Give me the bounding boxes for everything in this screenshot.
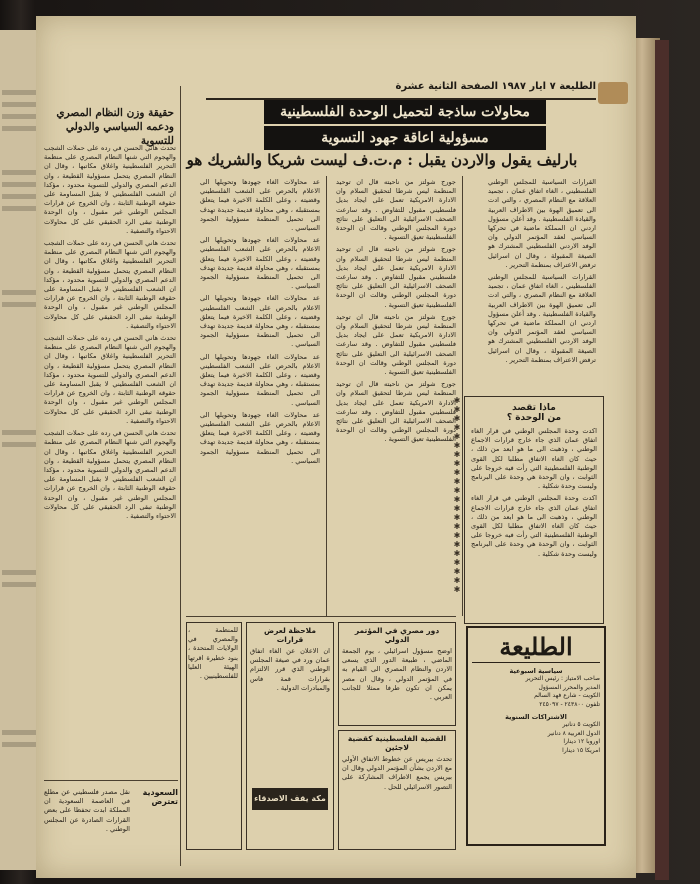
col-left-para-5: عد محاولات الغاء جهودها وتحويلها الى الاعلام بالحرص على الشعب الفلسطيني وقضيته ، وعلى الكلمة الاخيرة فيما يتعلق بمستقبله ، وهي محاولة قديمة جديدة تهدف الى تحميل المنظمة مسؤولية الجمود السياسي . — [200, 410, 320, 465]
saudi-label-2: تعترض — [151, 797, 178, 806]
main-col-right — [488, 178, 596, 390]
left-title-line-2: ودعمه السياسي والدولي للتسوية — [65, 121, 174, 147]
book-spine — [655, 40, 669, 880]
sidebar-title-line-2: من الوحدة ؟ — [506, 413, 562, 423]
section-rule — [186, 616, 456, 617]
sidebar-box — [464, 396, 604, 624]
bottom-box-1-title: دور مصري في المؤتمر الدولي — [354, 626, 440, 644]
bottom-box-1 — [338, 622, 456, 726]
decorative-stars: ✱ ✱ ✱ ✱ ✱ ✱ ✱ ✱ ✱ ✱ ✱ ✱ ✱ ✱ ✱ ✱ ✱ ✱ ✱ ✱ ✱ ✱ — [453, 396, 461, 594]
library-stamp — [598, 82, 628, 104]
headline-line-2: مسؤولية اعاقة جهود التسوية — [264, 126, 546, 150]
subs-line: امريكا ١٥ دينارا — [562, 746, 600, 754]
subs-line: الكويت ٥ دنانير — [562, 721, 600, 728]
saudi-article-body: نقل مصدر فلسطيني عن مطلع في العاصمة السعودية ان المملكة ابدت تحفظا على بعض القرارات الصادرة عن المجلس الوطني . — [44, 788, 130, 833]
saudi-label — [132, 788, 178, 806]
main-col-mid — [336, 178, 456, 608]
left-article-title — [44, 106, 174, 148]
subs-title: الاشتراكات السنوية — [505, 713, 567, 721]
sidebar-para: اكدت وحدة المجلس الوطني في قرار الغاء اتفاق عمان الذي جاء خارج قرارات الاجماع الوطني ، وذهبت الى ما هو ابعد من ذلك ، حيث كان الغاء الاتفاق مطلبا لكل القوى الوطنية الفلسطينية التي رأت فيه خروجا على الثوابت ، وان الوحدة هي وحدة على البرنامج وليست وحدة شكلية . — [471, 427, 597, 491]
left-article-para-4: تحدث هاني الحسن في رده على حملات الشجب والهجوم التي شنها النظام المصري على منظمة التحرير الفلسطينية واغلاق مكاتبها ، وقال ان النظام المصري يتحمل مسؤولية القطيعة ، وان الدعم المصري والدولي للتسوية محدود ، مؤكدا ان الشعب الفلسطيني لا يقبل المساومة على حقوقه الوطنية الثابتة ، وان الخروج عن قرارات المجلس الوطني غير مقبول ، وان الوحدة الوطنية تبقى الرد الحقيقي على كل محاولات الاحتواء والتصفية . — [44, 429, 176, 520]
col-mid-para-4: جورج شولتز من ناحيته قال ان توحيد المنظمة ليس شرطا لتحقيق السلام وان الادارة الامريكية تعمل على ايجاد بديل فلسطيني مقبول للتفاوض . وقد سارعت الصحف الاسرائيلية الى التعليق على نتائج دورة المجلس الوطني وقالت ان الوحدة الفلسطينية تعيق التسوية . — [336, 380, 456, 444]
col-left-para-4: عد محاولات الغاء جهودها وتحويلها الى الاعلام بالحرص على الشعب الفلسطيني وقضيته ، وعلى الكلمة الاخيرة فيما يتعلق بمستقبله ، وهي محاولة قديمة جديدة تهدف الى تحميل المنظمة مسؤولية الجمود السياسي . — [200, 352, 320, 407]
bottom-box-2-body: تحدث بيريس عن خطوط الاتفاق الأولي مع الاردن بشأن المؤتمر الدولي وقال ان بيريس يجمع الاطراف المشاركة على التصور الاسرائيلي للحل . — [342, 755, 452, 791]
left-article-para-2: تحدث هاني الحسن في رده على حملات الشجب والهجوم التي شنها النظام المصري على منظمة التحرير الفلسطينية واغلاق مكاتبها ، وقال ان النظام المصري يتحمل مسؤولية القطيعة ، وان الدعم المصري والدولي للتسوية محدود ، مؤكدا ان الشعب الفلسطيني لا يقبل المساومة على حقوقه الوطنية الثابتة ، وان الخروج عن قرارات المجلس الوطني غير مقبول ، وان الوحدة الوطنية تبقى الرد الحقيقي على كل محاولات الاحتواء والتصفية . — [44, 239, 176, 330]
col-mid-para-2: جورج شولتز من ناحيته قال ان توحيد المنظمة ليس شرطا لتحقيق السلام وان الادارة الامريكية تعمل على ايجاد بديل فلسطيني مقبول للتفاوض . وقد سارعت الصحف الاسرائيلية الى التعليق على نتائج دورة المجلس الوطني وقالت ان الوحدة الفلسطينية تعيق التسوية . — [336, 245, 456, 309]
sidebar-para-2: اكدت وحدة المجلس الوطني في قرار الغاء اتفاق عمان الذي جاء خارج قرارات الاجماع الوطني ، وذهبت الى ما هو ابعد من ذلك ، حيث كان الغاء الاتفاق مطلبا لكل القوى الوطنية الفلسطينية التي رأت فيه خروجا على الثوابت ، وان الوحدة هي وحدة على البرنامج وليست وحدة شكلية . — [471, 494, 597, 558]
newspaper-page — [36, 16, 636, 878]
left-article-para-3: تحدث هاني الحسن في رده على حملات الشجب والهجوم التي شنها النظام المصري على منظمة التحرير الفلسطينية واغلاق مكاتبها ، وقال ان النظام المصري يتحمل مسؤولية القطيعة ، وان الدعم المصري والدولي للتسوية محدود ، مؤكدا ان الشعب الفلسطيني لا يقبل المساومة على حقوقه الوطنية الثابتة ، وان الخروج عن قرارات المجلس الوطني غير مقبول ، وان الوحدة الوطنية تبقى الرد الحقيقي على كل محاولات الاحتواء والتصفية . — [44, 334, 176, 425]
subs-line: الدول العربية ٨ دنانير — [547, 729, 600, 737]
col-left-para: عد محاولات الغاء جهودها وتحويلها الى الاعلام بالحرص على الشعب الفلسطيني وقضيته ، وعلى الكلمة الاخيرة فيما يتعلق بمستقبله ، وهي محاولة قديمة جديدة تهدف الى تحميل المنظمة مسؤولية الجمود السياسي . — [200, 178, 320, 233]
bottom-box-2 — [338, 730, 456, 850]
col-right-para-2: القرارات السياسية للمجلس الوطني الفلسطيني ، الغاء اتفاق عمان ، تجميد العلاقة مع النظام المصري ، والتي ادت الى تعميق الهوة بين الاطراف العربية والقيادة الفلسطينية . وقد أعلن مسؤول اردني ان المملكة ماضية في تحركها السياسي لعقد المؤتمر الدولي وان الوفد الاردني الفلسطيني المشترك هو الصيغة المقبولة ، وقال ان اسرائيل ترفض الاعتراف بمنظمة التحرير . — [488, 273, 596, 364]
masthead-logo: الطليعة — [472, 632, 600, 663]
masthead-editor: المدير والمحرر المسؤول — [538, 683, 600, 691]
bottom-box-3-title: ملاحظة لعرض قرارات — [263, 626, 316, 644]
masthead — [466, 626, 606, 846]
masthead-phone: تلفون ٢٤٣٨٠٠ - ٢٤٥٠٩٧ — [539, 700, 600, 708]
saudi-label-1: السعودية — [142, 788, 178, 797]
column-rule — [326, 176, 327, 616]
section-rule — [44, 780, 178, 781]
headline-line-1: محاولات ساذجة لتحميل الوحدة الفلسطينية — [264, 100, 546, 124]
left-article-body — [44, 144, 176, 844]
subs-line: اوروبا ١٢ دينارا — [563, 738, 600, 745]
masthead-contact: الكويت - شارع فهد السالم — [534, 692, 600, 699]
col-mid-para-3: جورج شولتز من ناحيته قال ان توحيد المنظمة ليس شرطا لتحقيق السلام وان الادارة الامريكية تعمل على ايجاد بديل فلسطيني مقبول للتفاوض . وقد سارعت الصحف الاسرائيلية الى التعليق على نتائج دورة المجلس الوطني وقالت ان الوحدة الفلسطينية تعيق التسوية . — [336, 312, 456, 377]
bottom-box-2-title: القضية الفلسطينية كقضية لاجئين — [347, 734, 447, 752]
photo-caption: مكة يقف الاصدقاء — [252, 788, 328, 810]
bottom-box-4 — [186, 622, 242, 850]
masthead-subtitle: سياسية اسبوعية — [509, 667, 563, 675]
left-article-para: تحدث هاني الحسن في رده على حملات الشجب والهجوم التي شنها النظام المصري على منظمة التحرير الفلسطينية واغلاق مكاتبها ، وقال ان النظام المصري يتحمل مسؤولية القطيعة ، وان الدعم المصري والدولي للتسوية محدود ، مؤكدا ان الشعب الفلسطيني لا يقبل المساومة على حقوقه الوطنية الثابتة ، وان الخروج عن قرارات المجلس الوطني غير مقبول ، وان الوحدة الوطنية تبقى الرد الحقيقي على كل محاولات الاحتواء والتصفية . — [44, 144, 176, 235]
main-headline — [264, 100, 546, 152]
col-left-para-2: عد محاولات الغاء جهودها وتحويلها الى الاعلام بالحرص على الشعب الفلسطيني وقضيته ، وعلى الكلمة الاخيرة فيما يتعلق بمستقبله ، وهي محاولة قديمة جديدة تهدف الى تحميل المنظمة مسؤولية الجمود السياسي . — [200, 236, 320, 291]
masthead-owner: صاحب الامتياز : رئيس التحرير — [525, 675, 600, 682]
sidebar-title — [471, 403, 597, 423]
col-right-para: القرارات السياسية للمجلس الوطني الفلسطيني ، الغاء اتفاق عمان ، تجميد العلاقة مع النظام المصري ، والتي ادت الى تعميق الهوة بين الاطراف العربية والقيادة الفلسطينية . وقد أعلن مسؤول اردني ان المملكة ماضية في تحركها السياسي لعقد المؤتمر الدولي وان الوفد الاردني الفلسطيني المشترك هو الصيغة المقبولة ، وقال ان اسرائيل ترفض الاعتراف بمنظمة التحرير . — [488, 178, 596, 269]
bottom-box-3 — [246, 622, 334, 850]
main-col-left — [200, 178, 320, 608]
column-rule — [180, 86, 181, 866]
left-title-line-1: حقيقة وزن النظام المصري — [56, 107, 174, 119]
sidebar-body — [471, 427, 597, 607]
sidebar-title-line-1: ماذا تقصد — [512, 403, 556, 413]
subheadline: بارليف يقول والاردن يقبل : م.ت.ف ليست شريكا والشريك هو — [186, 151, 578, 169]
column-rule — [462, 176, 463, 616]
bottom-box-4-body: للمنظمة ، والمصري في الولايات المتحدة ، بنود خطيرة اقرتها الهيئة العليا للفلسطينيين . — [188, 626, 238, 681]
col-left-para-3: عد محاولات الغاء جهودها وتحويلها الى الاعلام بالحرص على الشعب الفلسطيني وقضيته ، وعلى الكلمة الاخيرة فيما يتعلق بمستقبله ، وهي محاولة قديمة جديدة تهدف الى تحميل المنظمة مسؤولية الجمود السياسي . — [200, 294, 320, 349]
bottom-box-1-body: اوضح مسؤول اسرائيلي ، يوم الجمعة الماضي ، طبيعة الدور الذي يسعى الاردن والنظام المصري الى القيام به في المؤتمر الدولي ، وقال ان مصر يمكن ان تكون طرفا ممثلا للجانب العربي . — [342, 647, 452, 702]
bottom-box-3-body: ان الاعلان عن الغاء اتفاق عمان ورد في صيغة المجلس الوطني الذي قرر الالتزام بقرارات قمة فاس والمبادرات الدولية . — [250, 647, 330, 692]
page-header: الطليعة ٧ ايار ١٩٨٧ الصفحة الثانية عشرة — [206, 78, 596, 100]
col-mid-para: جورج شولتز من ناحيته قال ان توحيد المنظمة ليس شرطا لتحقيق السلام وان الادارة الامريكية تعمل على ايجاد بديل فلسطيني مقبول للتفاوض . وقد سارعت الصحف الاسرائيلية الى التعليق على نتائج دورة المجلس الوطني وقالت ان الوحدة الفلسطينية تعيق التسوية . — [336, 178, 456, 242]
